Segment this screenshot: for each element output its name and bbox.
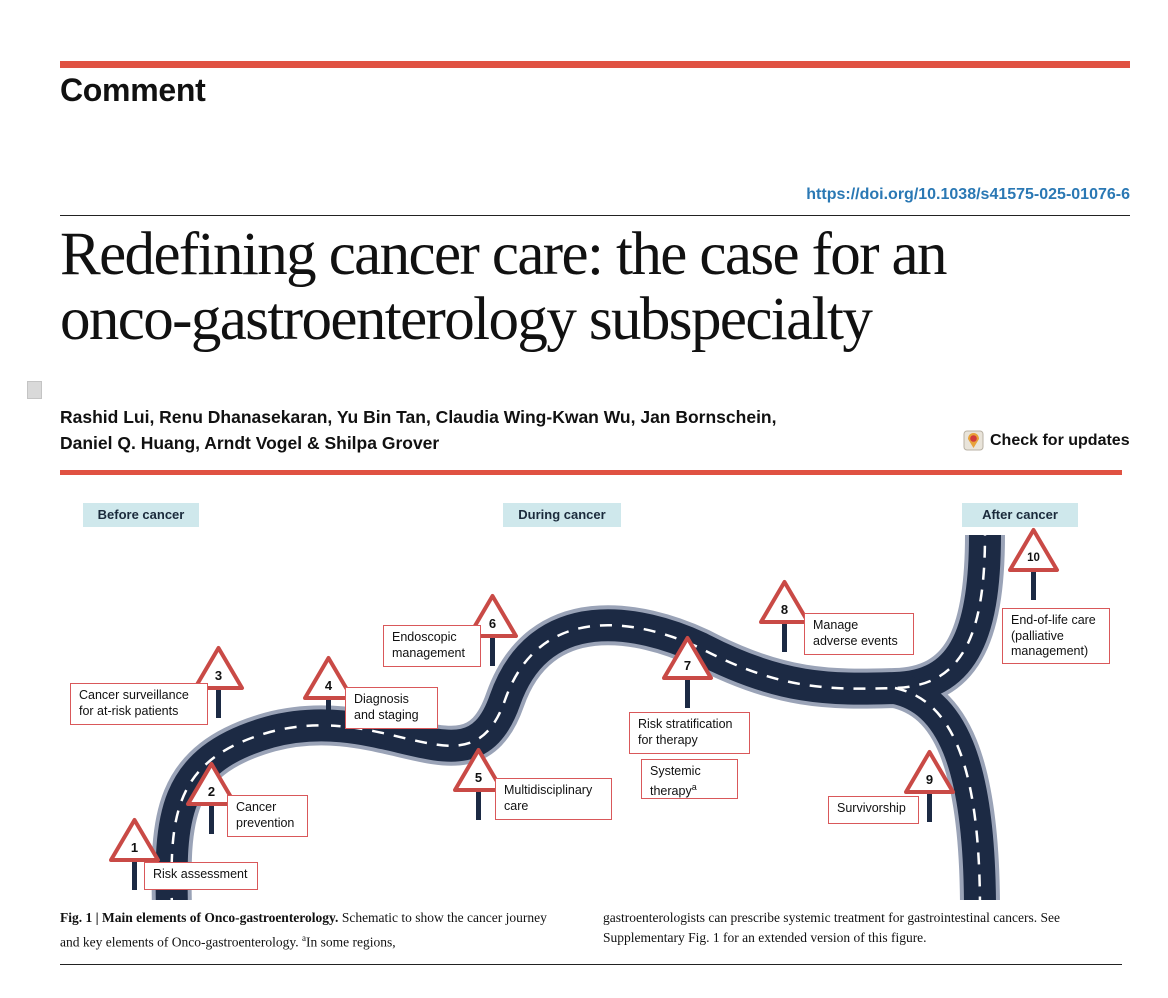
label-end-of-life-care: End-of-life care (palliative management) [1002,608,1110,664]
label-diagnosis-staging: Diagnosis and staging [345,687,438,729]
doi-link[interactable]: https://doi.org/10.1038/s41575-025-01076-6 [806,186,1130,203]
label-risk-stratification: Risk stratification for therapy [629,712,750,754]
phase-before-cancer: Before cancer [83,503,199,527]
sign-10-number: 10 [1027,552,1040,564]
sign-4-number: 4 [324,678,333,693]
sign-2-number: 2 [207,784,216,799]
sign-6-number: 6 [488,616,497,631]
check-updates-label: Check for updates [990,431,1130,449]
figure-caption-col1 [60,908,565,953]
sign-7-number: 7 [683,658,692,673]
title-line-1: Redefining cancer care: the case for an [60,221,946,288]
sign-3-number: 3 [214,668,223,683]
caption-text-2: In some regions, [306,934,396,950]
caption-footnote-mark: a [302,933,307,943]
label-systemic-therapy [641,759,738,799]
sign-10-icon [1010,530,1057,570]
caption-fig-label: Fig. 1 | Main elements of Onco-gastroenterology. [60,910,339,925]
label-multidisciplinary-care: Multidisciplinary care [495,778,612,820]
title-line-2: onco-gastroenterology subspecialty [60,286,872,353]
label-cancer-prevention: Cancer prevention [227,795,308,837]
systemic-therapy-footnote-mark: a [691,781,697,792]
sign-9-number: 9 [925,772,934,787]
systemic-therapy-text: Systemic therapy [650,764,701,798]
label-endoscopic-management: Endoscopic management [383,625,481,667]
section-label: Comment [60,72,206,108]
caption-text-1: Schematic to show the cancer journey and key elements of Onco-gastroenterology. [60,910,547,950]
authors-line-1: Rashid Lui, Renu Dhanasekaran, Yu Bin Tan, Claudia Wing-Kwan Wu, Jan Bornschein, [60,407,777,427]
label-manage-adverse-events: Manage adverse events [804,613,914,655]
figure-caption-col2: gastroenterologists can prescribe systemic treatment for gastrointestinal cancers. See Supplementary Fig. 1 for an extended version of this figure. [603,910,1060,945]
phase-during-cancer: During cancer [503,503,621,527]
caption-bottom-rule [60,964,1122,965]
road-main [172,535,985,910]
label-survivorship: Survivorship [828,796,919,824]
sign-1-number: 1 [130,840,139,855]
sign-8-number: 8 [780,602,789,617]
sign-5-number: 5 [474,770,483,785]
label-risk-assessment: Risk assessment [144,862,258,890]
authors-line-2: Daniel Q. Huang, Arndt Vogel & Shilpa Grover [60,433,440,453]
phase-after-cancer: After cancer [962,503,1078,527]
label-cancer-surveillance: Cancer surveillance for at-risk patients [70,683,208,725]
